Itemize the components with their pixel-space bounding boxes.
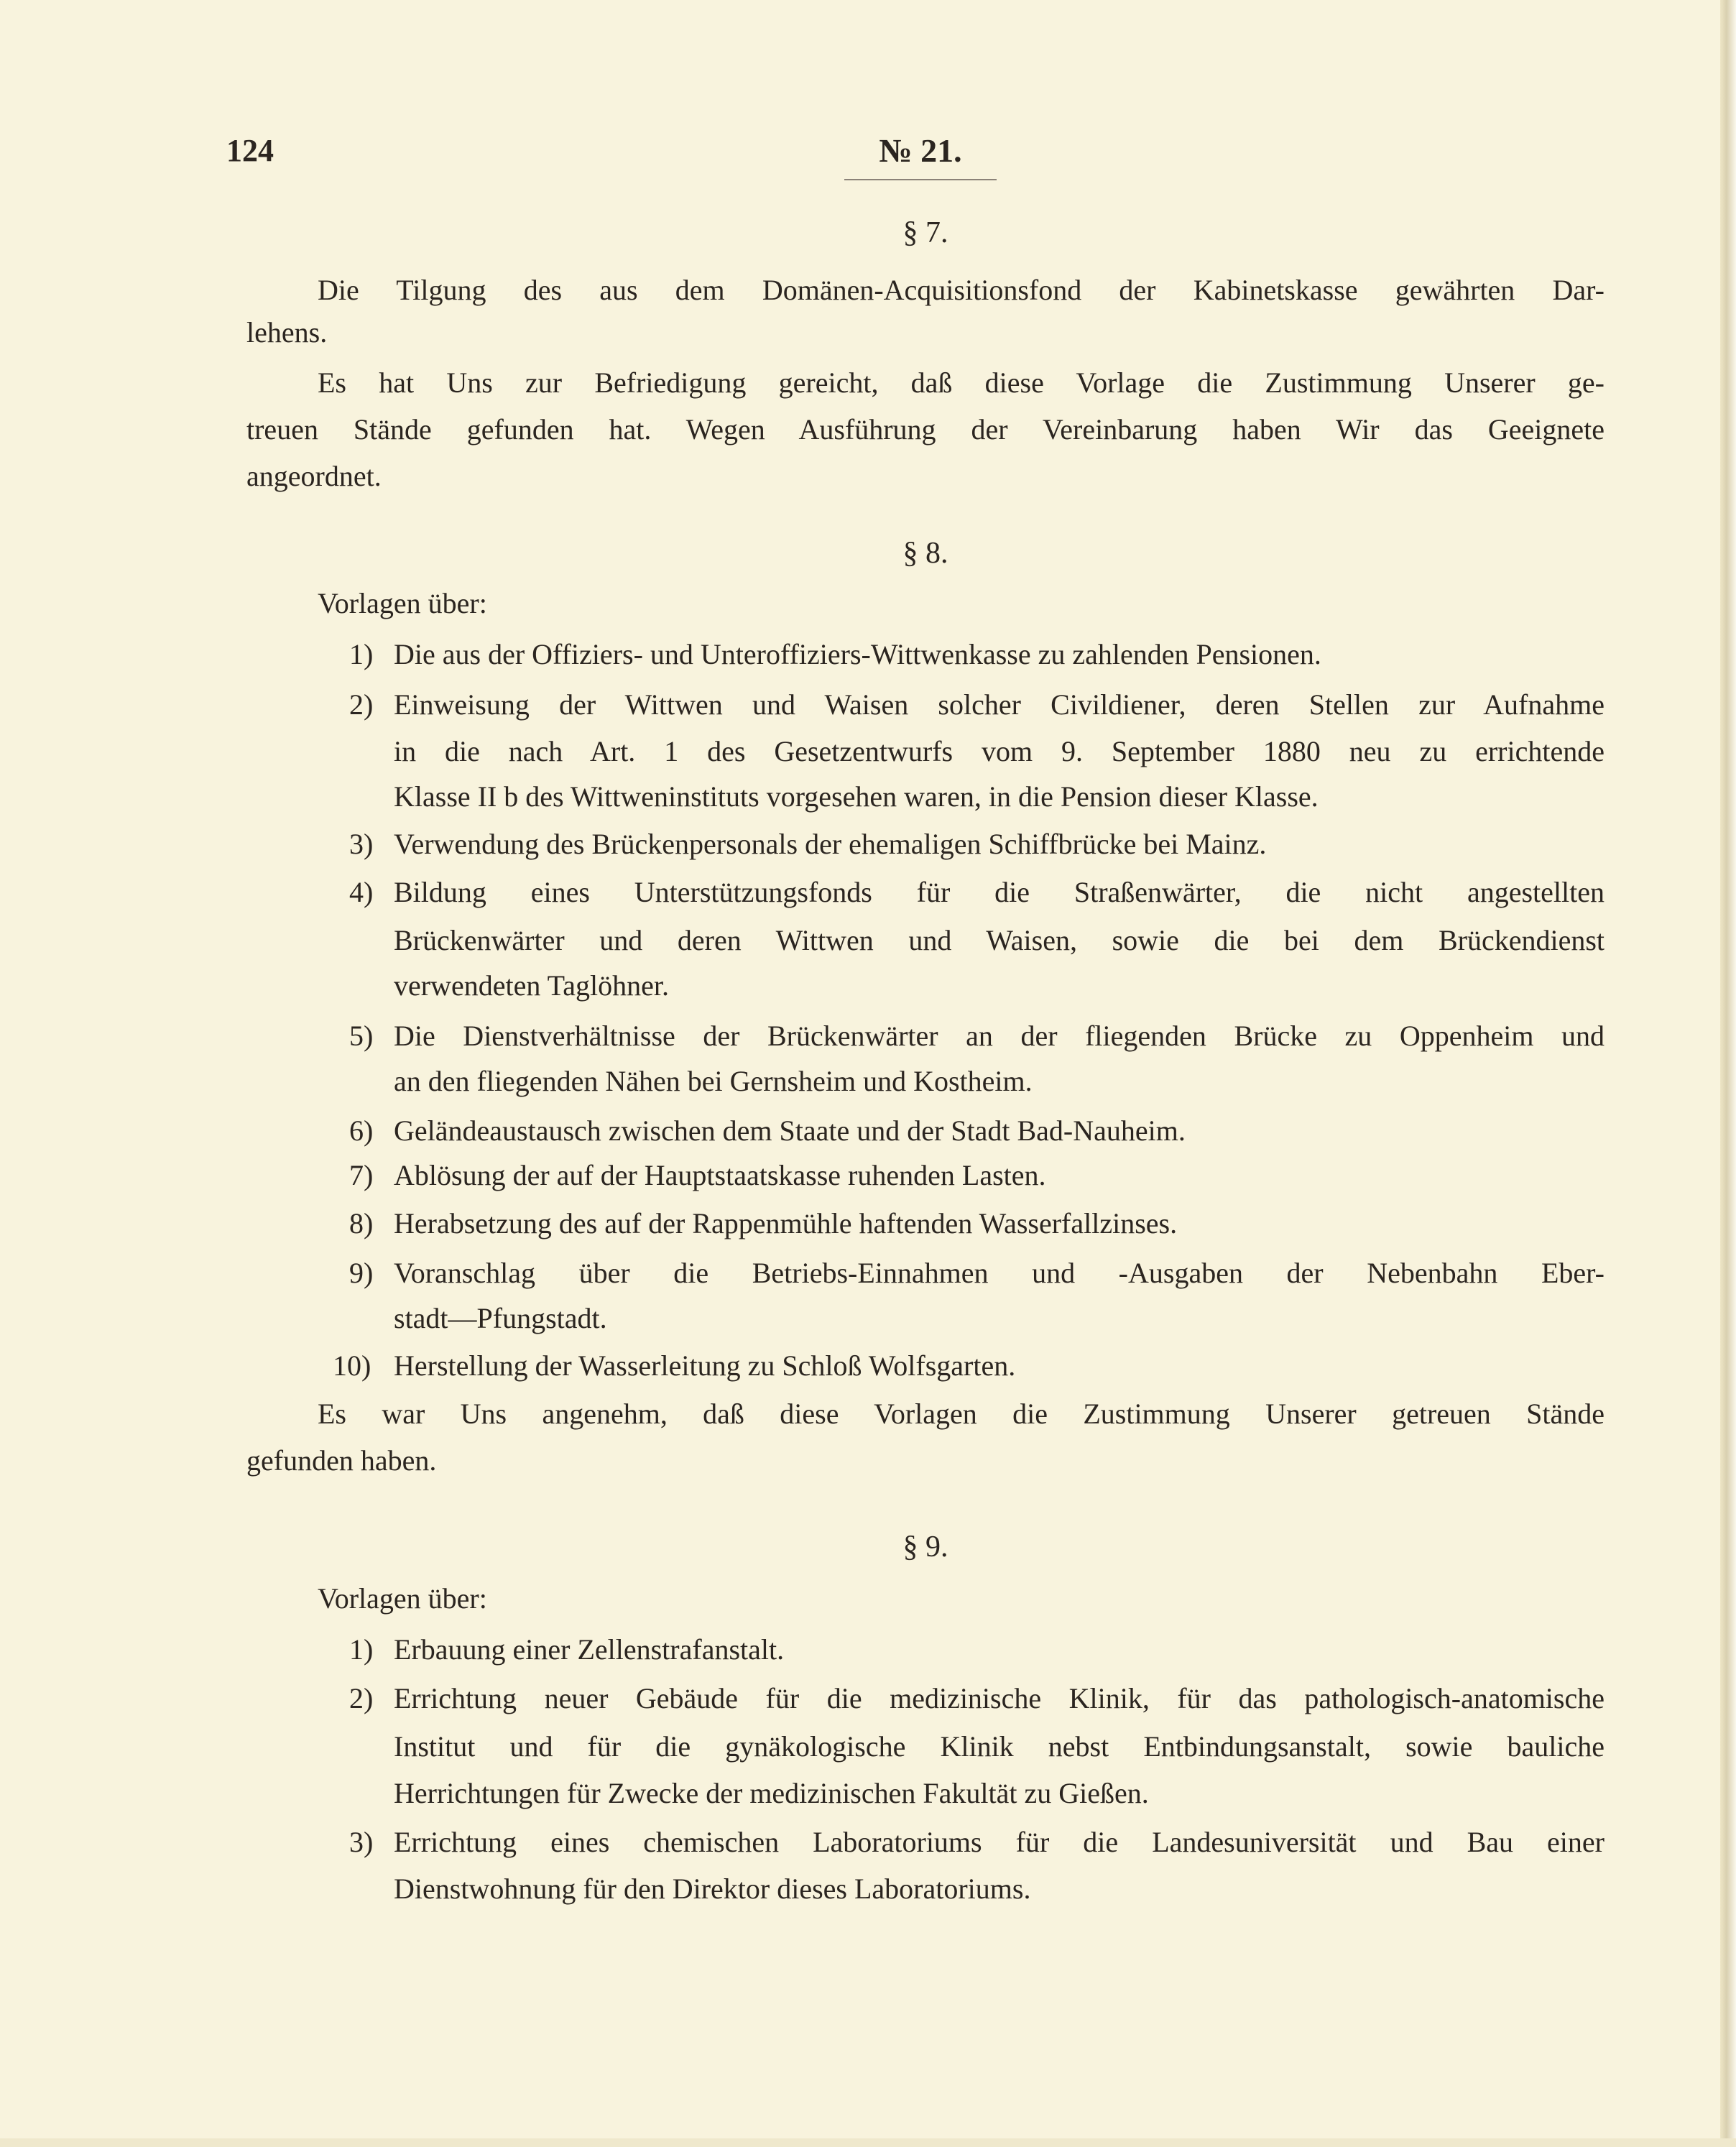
list-item-line: Brückenwärter und deren Wittwen und Waisen, sowie die bei dem Brückendienst: [394, 924, 1605, 956]
item-number: 7): [349, 1159, 374, 1191]
item-number: 9): [349, 1257, 374, 1289]
page-edge-shadow: [1720, 0, 1736, 2147]
item-number: 2): [349, 688, 374, 721]
issue-number: № 21.: [879, 132, 962, 169]
paragraph-line: Die Tilgung des aus dem Domänen-Acquisitionsfond der Kabinetskasse gewährten Dar-: [318, 274, 1605, 306]
list-item-line: Klasse II b des Wittweninstituts vorgesehen waren, in die Pension dieser Klasse.: [394, 780, 1319, 813]
list-item-line: Die Dienstverhältnisse der Brückenwärter an der fliegenden Brücke zu Oppenheim und: [394, 1020, 1605, 1052]
list-item-line: Die aus der Offiziers- und Unteroffiziers-Wittwenkasse zu zahlenden Pensionen.: [394, 638, 1321, 670]
section-heading: § 9.: [902, 1530, 948, 1564]
item-number: 8): [349, 1207, 374, 1239]
paragraph-line: Es hat Uns zur Befriedigung gereicht, daß diese Vorlage die Zustimmung Unserer ge-: [318, 366, 1605, 399]
page-bottom-edge: [0, 2138, 1736, 2147]
list-item-line: Institut und für die gynäkologische Klinik nebst Entbindungsanstalt, sowie bauliche: [394, 1730, 1605, 1763]
item-number: 5): [349, 1020, 374, 1052]
item-number: 3): [349, 828, 374, 860]
item-number: 3): [349, 1826, 374, 1858]
list-item-line: Herstellung der Wasserleitung zu Schloß Wolfsgarten.: [394, 1349, 1016, 1382]
list-item-line: verwendeten Taglöhner.: [394, 969, 669, 1002]
list-item-line: Herabsetzung des auf der Rappenmühle haftenden Wasserfallzinses.: [394, 1207, 1178, 1239]
paragraph-line: lehens.: [246, 316, 328, 348]
section-heading: § 8.: [902, 537, 948, 570]
list-item-line: Dienstwohnung für den Direktor dieses Laboratoriums.: [394, 1873, 1031, 1905]
list-item-line: an den fliegenden Nähen bei Gernsheim und Kostheim.: [394, 1065, 1033, 1097]
list-item-line: Erbauung einer Zellenstrafanstalt.: [394, 1633, 785, 1666]
list-item-line: Errichtung eines chemischen Laboratoriums für die Landesuniversität und Bau einer: [394, 1826, 1605, 1858]
list-item-line: Geländeaustausch zwischen dem Staate und der Stadt Bad-Nauheim.: [394, 1114, 1186, 1147]
paragraph-line: Vorlagen über:: [318, 1582, 487, 1615]
list-item-line: Herrichtungen für Zwecke der medizinischen Fakultät zu Gießen.: [394, 1777, 1149, 1809]
item-number: 1): [349, 1633, 374, 1666]
list-item-line: Errichtung neuer Gebäude für die medizinische Klinik, für das pathologisch-anatomische: [394, 1682, 1605, 1714]
paragraph-line: treuen Stände gefunden hat. Wegen Ausführung der Vereinbarung haben Wir das Geeignete: [246, 413, 1605, 445]
list-item-line: Bildung eines Unterstützungsfonds für die Straßenwärter, die nicht angestellten: [394, 876, 1605, 908]
list-item-line: stadt—Pfungstadt.: [394, 1302, 607, 1334]
item-number: 2): [349, 1682, 374, 1714]
section-heading: § 7.: [902, 216, 948, 249]
item-number: 10): [333, 1349, 371, 1382]
paragraph-line: Vorlagen über:: [318, 587, 487, 619]
paragraph-line: angeordnet.: [246, 460, 382, 492]
list-item-line: Einweisung der Wittwen und Waisen solcher Civildiener, deren Stellen zur Aufnahme: [394, 688, 1605, 721]
page-number: 124: [226, 133, 274, 168]
item-number: 6): [349, 1114, 374, 1147]
paragraph-line: Es war Uns angenehm, daß diese Vorlagen die Zustimmung Unserer getreuen Stände: [318, 1398, 1605, 1430]
paragraph-line: gefunden haben.: [246, 1444, 437, 1477]
item-number: 1): [349, 638, 374, 670]
list-item-line: Ablösung der auf der Hauptstaatskasse ruhenden Lasten.: [394, 1159, 1046, 1191]
header-rule: [844, 179, 997, 180]
list-item-line: in die nach Art. 1 des Gesetzentwurfs vom 9. September 1880 neu zu errichtende: [394, 735, 1605, 767]
list-item-line: Voranschlag über die Betriebs-Einnahmen und -Ausgaben der Nebenbahn Eber-: [394, 1257, 1605, 1289]
item-number: 4): [349, 876, 374, 908]
list-item-line: Verwendung des Brückenpersonals der ehemaligen Schiffbrücke bei Mainz.: [394, 828, 1267, 860]
